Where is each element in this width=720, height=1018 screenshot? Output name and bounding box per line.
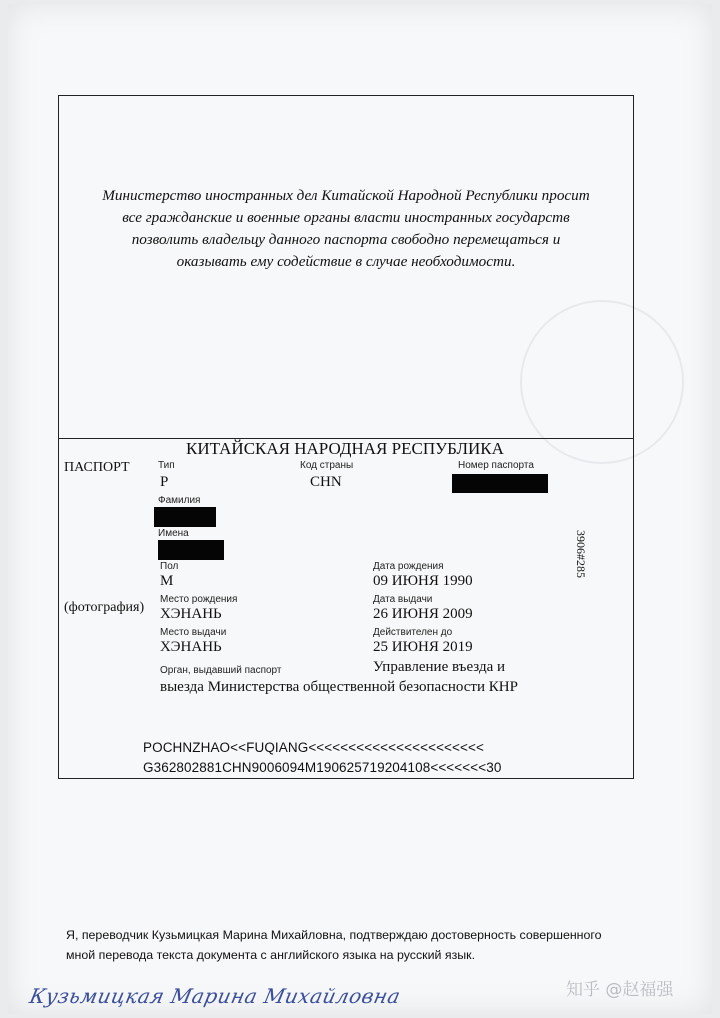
zhihu-watermark: 知乎 @赵福强	[566, 980, 674, 1000]
translator-certification	[66, 925, 666, 965]
issue-date-value: 26 ИЮНЯ 2009	[373, 606, 473, 622]
mrz-line-2: G362802881CHN9006094M190625719204108<<<<<<<30	[143, 760, 502, 775]
certification-line-1: Я, переводчик Кузьмицкая Марина Михайловна, подтверждаю достоверность совершенного	[66, 928, 602, 942]
certification-line-2: мной перевода текста документа с английского языка на русский язык.	[66, 948, 476, 962]
notice-line-1: Министерство иностранных дел Китайской Народной Республики просит	[102, 187, 590, 204]
authority-line-2: выезда Министерства общественной безопасности КНР	[160, 679, 518, 695]
birth-date-label: Дата рождения	[373, 561, 444, 572]
passport-doc-label: ПАСПОРТ	[64, 460, 130, 475]
type-value: P	[160, 474, 169, 490]
redacted-given-names	[158, 540, 224, 560]
notice-line-3: позволить владельцу данного паспорта свободно перемещаться и	[131, 231, 561, 248]
birth-place-value: ХЭНАНЬ	[160, 606, 222, 622]
notice-line-2: все гражданские и военные органы власти иностранных государств	[122, 209, 570, 226]
birth-date-value: 09 ИЮНЯ 1990	[373, 573, 473, 589]
photo-placeholder-label: (фотография)	[64, 600, 145, 615]
sex-label: Пол	[160, 561, 179, 572]
country-title: КИТАЙСКАЯ НАРОДНАЯ РЕСПУБЛИКА	[186, 439, 504, 458]
sex-value: М	[160, 573, 174, 589]
redacted-passport-number	[452, 474, 548, 493]
redacted-surname	[154, 507, 216, 527]
expiry-value: 25 ИЮНЯ 2019	[373, 639, 473, 655]
serial-number: 3906#285	[574, 530, 588, 578]
notice-line-4: оказывать ему содействие в случае необходимости.	[176, 253, 516, 270]
given-names-label: Имена	[158, 528, 189, 539]
ministry-notice	[62, 185, 630, 273]
issue-place-value: ХЭНАНЬ	[160, 639, 222, 655]
authority-line-1: Управление въезда и	[373, 659, 506, 675]
issue-place-label: Место выдачи	[160, 627, 227, 638]
handwritten-signature: Кузьмицкая Марина Михайловна	[27, 984, 403, 1008]
passport-number-label: Номер паспорта	[458, 460, 534, 471]
authority-label: Орган, выдавший паспорт	[160, 665, 282, 676]
expiry-label: Действителен до	[373, 627, 453, 638]
surname-label: Фамилия	[158, 495, 201, 506]
birth-place-label: Место рождения	[160, 594, 238, 605]
issue-date-label: Дата выдачи	[373, 594, 433, 605]
country-code-value: CHN	[310, 474, 342, 490]
mrz-line-1: POCHNZHAO<<FUQIANG<<<<<<<<<<<<<<<<<<<<<<	[143, 740, 484, 755]
type-label: Тип	[158, 460, 175, 471]
country-code-label: Код страны	[300, 460, 354, 471]
